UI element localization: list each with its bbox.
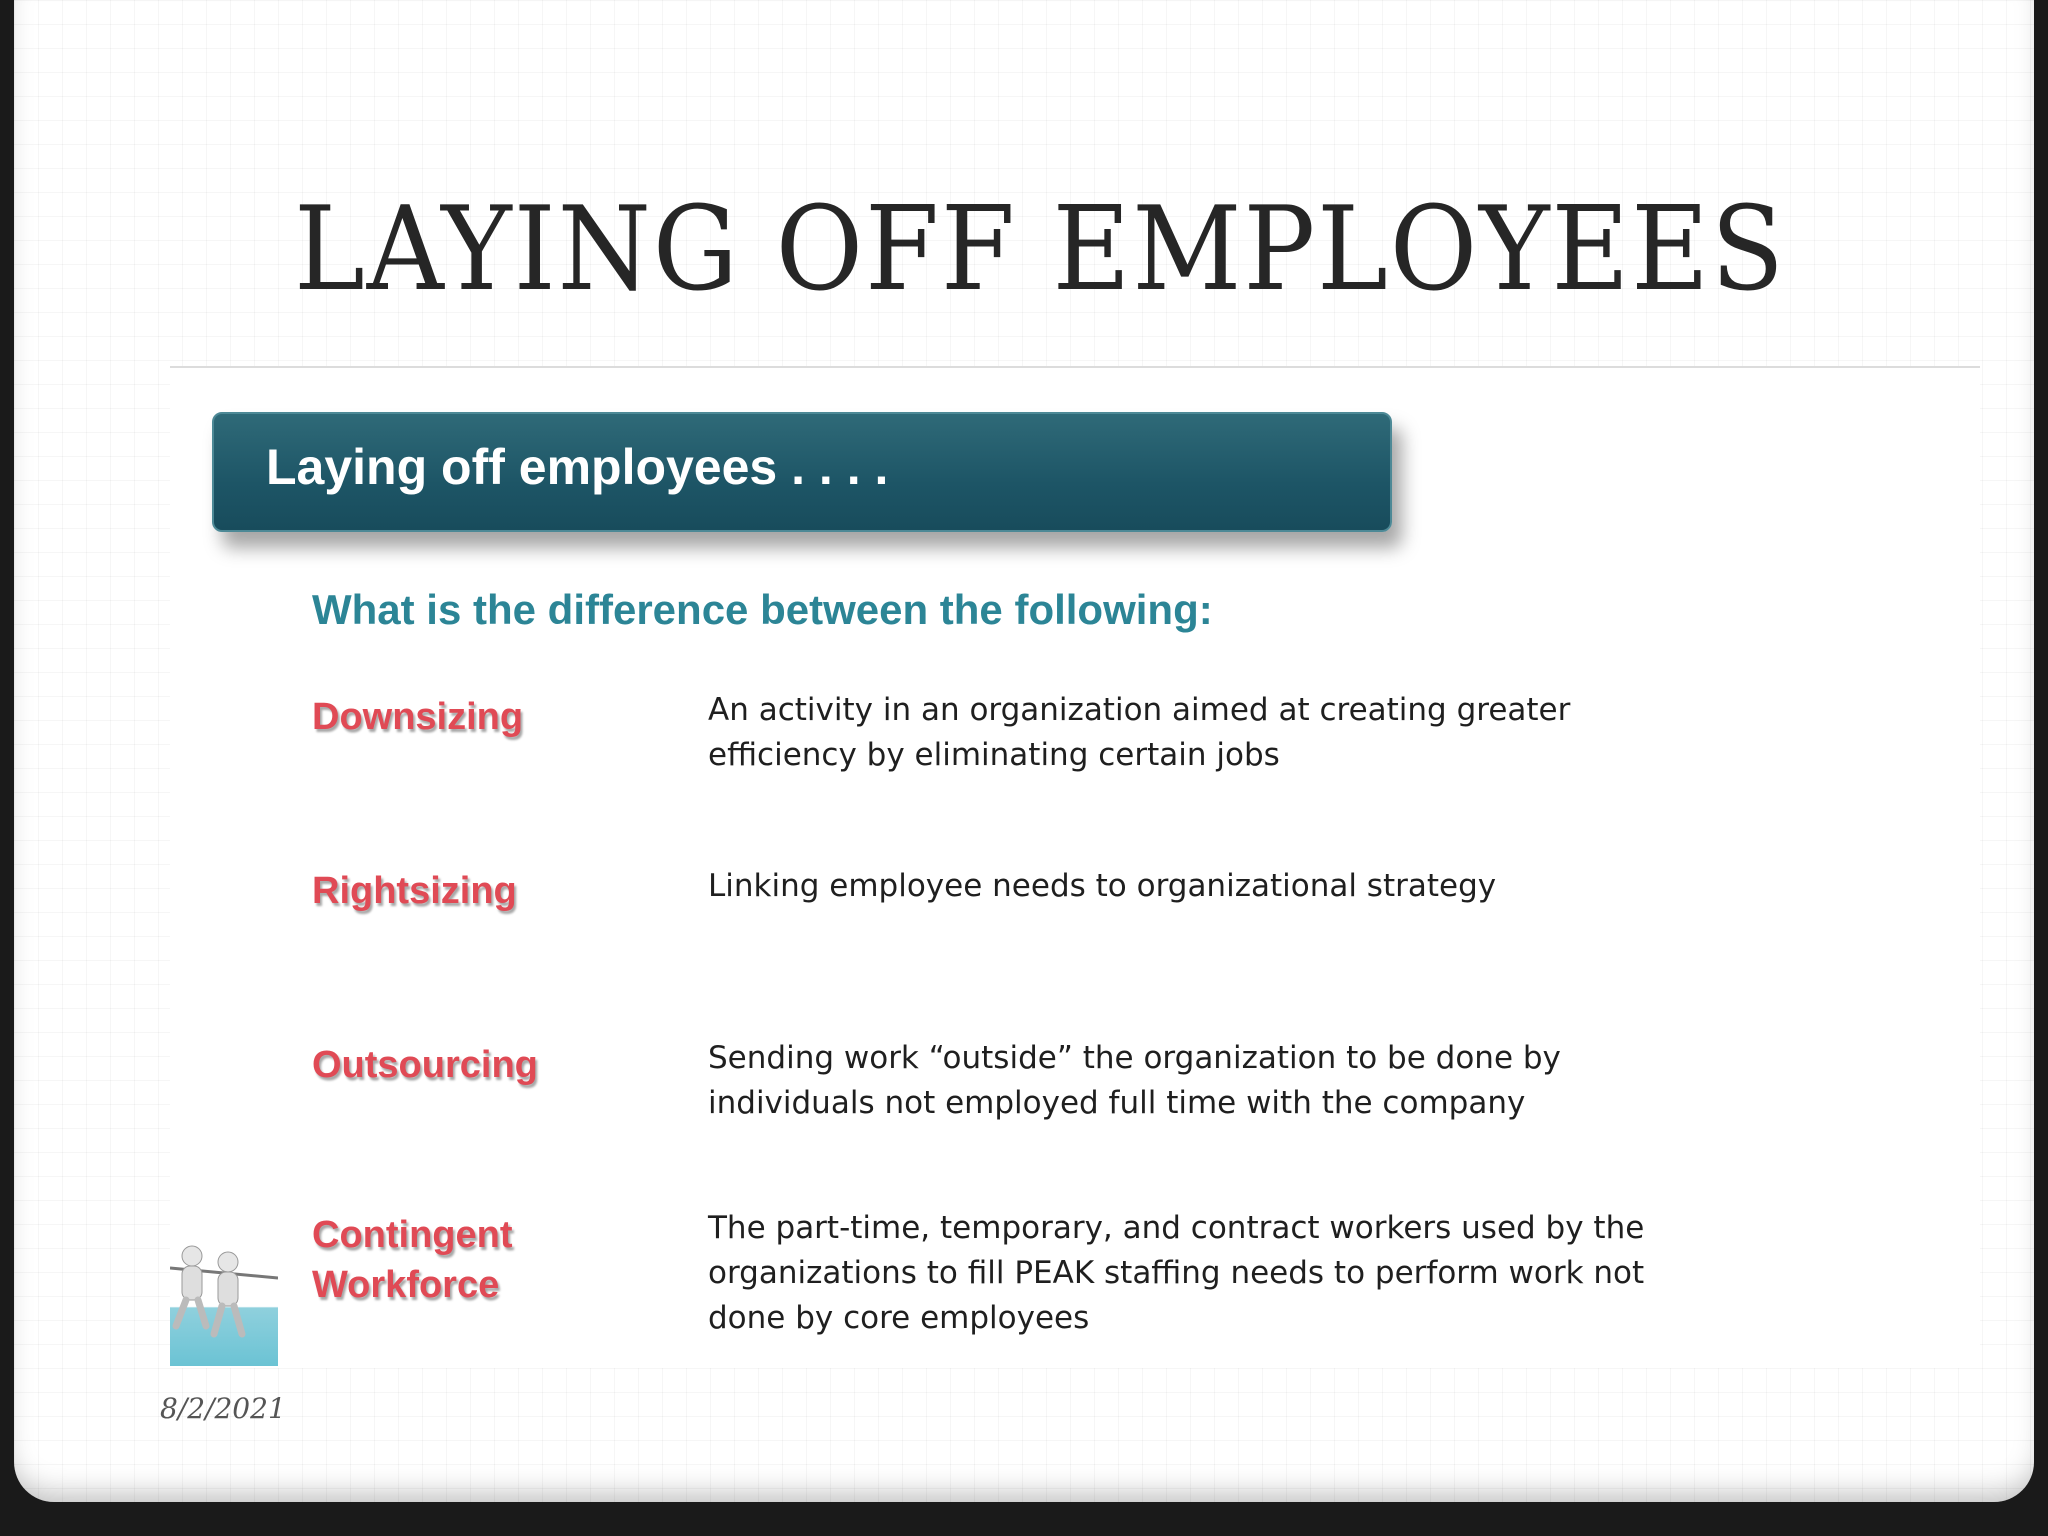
- definition-contingent-workforce: The part-time, temporary, and contract workers used by the organizations to fill PEAK staffing needs to perform work not done by core employees: [708, 1210, 1645, 1336]
- content-panel: [170, 366, 1980, 1368]
- question-text: What is the difference between the following:: [312, 586, 1213, 633]
- slide: [14, 0, 2034, 1502]
- definition-outsourcing: Sending work “outside” the organization to be done by individuals not employed full time with the company: [708, 1040, 1561, 1121]
- section-header-text: Laying off employees . . . .: [266, 439, 889, 495]
- definition-rightsizing: Linking employee needs to organizational strategy: [708, 868, 1497, 904]
- section-header-bar: [212, 412, 1392, 532]
- slide-title: LAYING OFF EMPLOYEES: [294, 182, 1786, 317]
- term-rightsizing: Rightsizing: [312, 870, 517, 912]
- term-outsourcing: Outsourcing: [312, 1044, 538, 1086]
- people-pulling-rope-icon: [170, 1234, 278, 1366]
- term-downsizing: Downsizing: [312, 696, 524, 738]
- slide-date: 8/2/2021: [160, 1392, 286, 1425]
- definition-downsizing: An activity in an organization aimed at creating greater efficiency by eliminating certain jobs: [708, 692, 1571, 773]
- term-contingent-workforce: Contingent Workforce: [312, 1214, 513, 1306]
